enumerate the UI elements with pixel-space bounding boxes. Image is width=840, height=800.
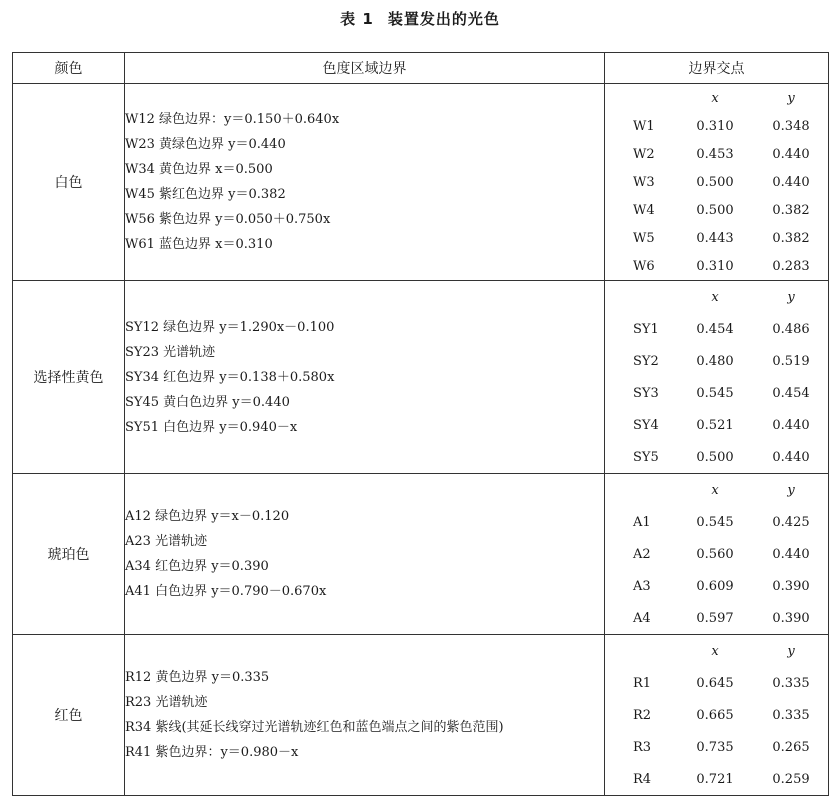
col-x-header: x [711, 643, 719, 659]
point-label: A4 [633, 610, 651, 626]
point-label: SY5 [633, 449, 659, 465]
point-row [605, 667, 829, 699]
point-row [605, 377, 829, 409]
empty-cell [605, 281, 677, 313]
point-y: 0.348 [772, 118, 810, 134]
col-y-header: y [787, 643, 795, 659]
point-label: W2 [633, 146, 655, 162]
point-label: W3 [633, 174, 655, 190]
point-x: 0.665 [696, 707, 734, 723]
point-row [605, 140, 829, 168]
boundary-line: W56 紫色边界 y＝0.050＋0.750x [125, 212, 331, 227]
point-row [605, 345, 829, 377]
table-row [13, 281, 829, 474]
points-cell [605, 84, 829, 281]
point-row [605, 224, 829, 252]
point-label: W1 [633, 118, 655, 134]
bounds-cell [125, 635, 605, 796]
bounds-cell [125, 474, 605, 635]
boundary-line: W34 黄色边界 x＝0.500 [125, 162, 273, 177]
boundary-line: W45 紫红色边界 y＝0.382 [125, 187, 286, 202]
point-x: 0.545 [696, 514, 734, 530]
point-y: 0.486 [772, 321, 810, 337]
table-title [0, 8, 840, 29]
point-row [605, 409, 829, 441]
point-x: 0.500 [696, 174, 734, 190]
point-x: 0.480 [696, 353, 734, 369]
point-x: 0.609 [696, 578, 734, 594]
points-table [605, 84, 829, 280]
point-row [605, 763, 829, 795]
table-row [13, 474, 829, 635]
point-y: 0.382 [772, 202, 810, 218]
point-x: 0.597 [696, 610, 734, 626]
point-x: 0.521 [696, 417, 734, 433]
point-y: 0.440 [772, 449, 810, 465]
boundary-line: R12 黄色边界 y＝0.335 [125, 670, 270, 685]
point-row [605, 506, 829, 538]
point-y: 0.390 [772, 578, 810, 594]
point-y: 0.283 [772, 258, 810, 274]
empty-cell [605, 474, 677, 506]
point-label: R1 [633, 675, 652, 691]
points-header-row [605, 84, 829, 112]
point-row [605, 538, 829, 570]
bounds-cell [125, 281, 605, 474]
point-y: 0.335 [772, 675, 810, 691]
point-x: 0.454 [696, 321, 734, 337]
boundary-line: A41 白色边界 y＝0.790－0.670x [125, 584, 327, 599]
point-row [605, 699, 829, 731]
point-y: 0.425 [772, 514, 810, 530]
point-y: 0.390 [772, 610, 810, 626]
boundary-line: SY34 红色边界 y＝0.138＋0.580x [125, 369, 335, 385]
points-table [605, 281, 829, 473]
point-label: SY3 [633, 385, 659, 401]
boundary-line: W23 黄绿色边界 y＝0.440 [125, 137, 286, 152]
boundary-line: SY45 黄白色边界 y＝0.440 [125, 394, 290, 410]
header-color: 颜色 [13, 53, 125, 84]
table-row [13, 635, 829, 796]
point-y: 0.519 [772, 353, 810, 369]
boundary-line: A34 红色边界 y＝0.390 [125, 559, 269, 574]
point-row [605, 196, 829, 224]
point-label: W4 [633, 202, 655, 218]
point-label: SY2 [633, 353, 659, 369]
color-name: 琥珀色 [13, 474, 125, 635]
point-x: 0.443 [696, 230, 734, 246]
boundary-line: SY12 绿色边界 y＝1.290x－0.100 [125, 319, 335, 335]
point-y: 0.382 [772, 230, 810, 246]
col-y-header: y [787, 90, 795, 106]
points-header-row [605, 281, 829, 313]
color-table [12, 52, 829, 796]
point-label: W5 [633, 230, 655, 246]
point-row [605, 441, 829, 473]
boundary-line: A23 光谱轨迹 [125, 534, 208, 549]
color-name: 白色 [13, 84, 125, 281]
point-label: A3 [633, 578, 651, 594]
boundary-line: SY51 白色边界 y＝0.940－x [125, 419, 298, 435]
boundary-line: W61 蓝色边界 x＝0.310 [125, 237, 273, 252]
point-label: W6 [633, 258, 655, 274]
header-points: 边界交点 [605, 53, 829, 84]
table-number: 表 1 [340, 10, 374, 28]
col-y-header: y [787, 482, 795, 498]
point-y: 0.440 [772, 146, 810, 162]
empty-cell [605, 635, 677, 667]
points-cell [605, 635, 829, 796]
boundary-line: W12 绿色边界：y＝0.150＋0.640x [125, 112, 340, 127]
header-bounds: 色度区域边界 [125, 53, 605, 84]
point-label: A2 [633, 546, 651, 562]
col-x-header: x [711, 90, 719, 106]
point-label: R3 [633, 739, 652, 755]
point-row [605, 602, 829, 634]
boundary-line: R23 光谱轨迹 [125, 695, 208, 710]
points-header-row [605, 474, 829, 506]
header-row [13, 53, 829, 84]
bounds-cell [125, 84, 605, 281]
points-header-row [605, 635, 829, 667]
point-x: 0.453 [696, 146, 734, 162]
point-x: 0.560 [696, 546, 734, 562]
point-y: 0.259 [772, 771, 810, 787]
point-label: A1 [633, 514, 651, 530]
color-name: 红色 [13, 635, 125, 796]
point-y: 0.265 [772, 739, 810, 755]
point-x: 0.500 [696, 202, 734, 218]
point-x: 0.735 [696, 739, 734, 755]
col-y-header: y [787, 289, 795, 305]
table-caption: 装置发出的光色 [387, 10, 500, 28]
point-y: 0.440 [772, 546, 810, 562]
boundary-line: A12 绿色边界 y＝x－0.120 [125, 509, 290, 524]
point-x: 0.310 [696, 258, 734, 274]
point-row [605, 168, 829, 196]
point-x: 0.310 [696, 118, 734, 134]
points-table [605, 474, 829, 634]
point-row [605, 112, 829, 140]
table-row [13, 84, 829, 281]
point-label: SY4 [633, 417, 659, 433]
point-x: 0.721 [696, 771, 734, 787]
point-y: 0.335 [772, 707, 810, 723]
point-label: SY1 [633, 321, 659, 337]
point-row [605, 313, 829, 345]
boundary-line: R34 紫线(其延长线穿过光谱轨迹红色和蓝色端点之间的紫色范围) [125, 720, 504, 735]
col-x-header: x [711, 289, 719, 305]
points-table [605, 635, 829, 795]
point-row [605, 731, 829, 763]
point-label: R4 [633, 771, 652, 787]
point-x: 0.545 [696, 385, 734, 401]
point-row [605, 252, 829, 280]
point-y: 0.454 [772, 385, 810, 401]
col-x-header: x [711, 482, 719, 498]
point-y: 0.440 [772, 417, 810, 433]
points-cell [605, 281, 829, 474]
point-label: R2 [633, 707, 652, 723]
boundary-line: SY23 光谱轨迹 [125, 344, 216, 360]
points-cell [605, 474, 829, 635]
point-x: 0.500 [696, 449, 734, 465]
point-row [605, 570, 829, 602]
point-x: 0.645 [696, 675, 734, 691]
color-name: 选择性黄色 [13, 281, 125, 474]
point-y: 0.440 [772, 174, 810, 190]
empty-cell [605, 84, 677, 112]
boundary-line: R41 紫色边界：y＝0.980－x [125, 745, 299, 760]
